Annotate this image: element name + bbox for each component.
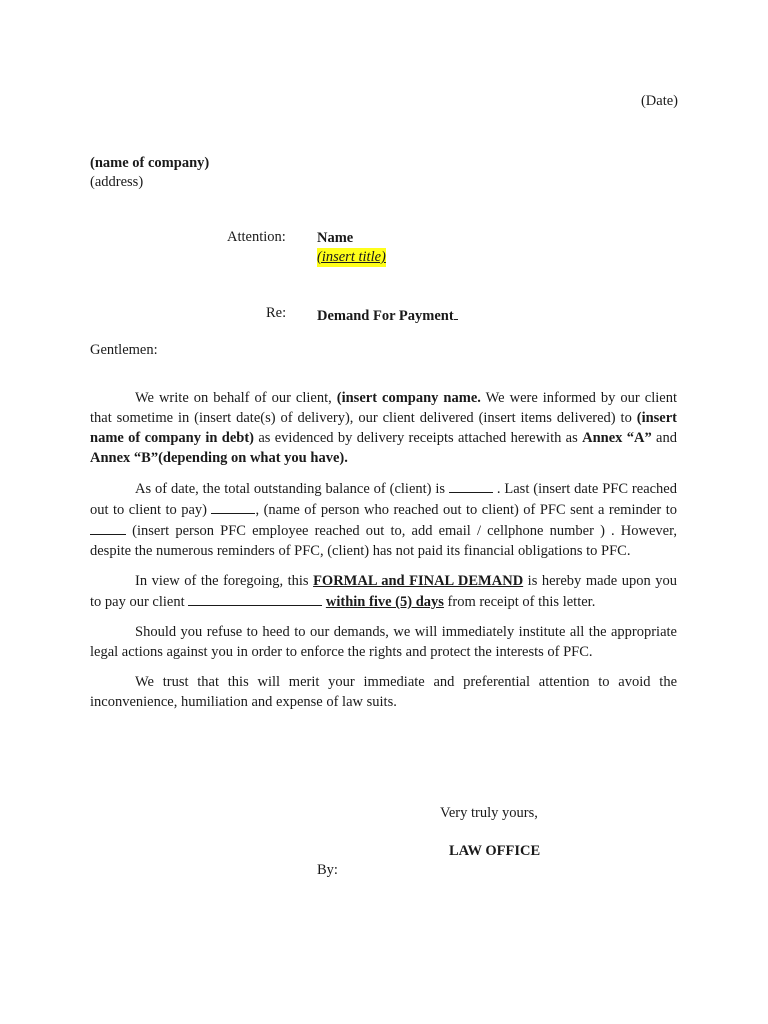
p2-text-4: (insert person PFC employee reached out to, add email / cellphone number ) . However, despite the numerous reminders of PFC, (client) has not paid its financial obligations to PFC. (90, 523, 677, 559)
recipient-address: (address) (90, 174, 144, 190)
recipient-company: (name of company) (90, 155, 210, 171)
recipient-block (90, 154, 209, 192)
p1-text-4: and (651, 430, 677, 446)
attention-label: Attention: (227, 229, 286, 245)
re-subject-blank (454, 305, 458, 320)
balance-blank (449, 478, 493, 493)
signatory: LAW OFFICE (449, 843, 541, 859)
p1-bold-annex-b: Annex “B”(depending on what you have). (90, 450, 348, 466)
attention-block (317, 229, 386, 267)
salutation: Gentlemen: (90, 342, 158, 358)
re-subject (317, 305, 458, 325)
p1-text-3: as evidenced by delivery receipts attached herewith as (253, 430, 583, 446)
letter-body (90, 388, 677, 722)
person-blank (90, 520, 126, 535)
p3-text-4: from receipt of this letter. (443, 594, 596, 610)
p1-text-1: We write on behalf of our client, (135, 390, 337, 406)
paragraph-3 (90, 571, 677, 612)
letter-date: (Date) (640, 93, 678, 109)
date-blank (211, 499, 255, 514)
p1-bold-company: (insert company name. (336, 390, 481, 406)
paragraph-2 (90, 478, 677, 561)
re-subject-text: Demand For Payment (317, 308, 454, 324)
p2-text-2: . Last (insert date PFC reached out to client to pay) (90, 481, 677, 518)
p3-text-1: In view of the foregoing, this (135, 573, 314, 589)
p1-bold-debtor: (insert name of company in debt) (90, 410, 677, 446)
p1-bold-annex-a: Annex “A” (582, 430, 652, 446)
amount-blank (188, 591, 322, 606)
closing: Very truly yours, (440, 805, 538, 821)
attention-title: (insert title) (317, 249, 386, 265)
p3-text-2: is hereby made upon you to pay our client (90, 573, 677, 610)
paragraph-4: Should you refuse to heed to our demands, we will immediately institute all the appropriate legal actions against you in order to enforce the rights and protect the interests of PFC. (90, 624, 677, 660)
p3-formal-demand: FORMAL and FINAL DEMAND (313, 573, 524, 589)
by-label: By: (317, 862, 338, 878)
p1-text-2: We were informed by our client that sometime in (insert date(s) of delivery), our client delivered (insert items delivered) to (90, 390, 677, 426)
p2-text-1: As of date, the total outstanding balance of (client) is (135, 481, 449, 497)
p2-text-3: , (name of person who reached out to client) of PFC sent a reminder to (255, 502, 678, 518)
paragraph-1 (90, 388, 677, 468)
p3-deadline: within five (5) days (325, 594, 444, 610)
paragraph-5: We trust that this will merit your immediate and preferential attention to avoid the inconvenience, humiliation and expense of law suits. (90, 674, 677, 710)
re-label: Re: (266, 305, 287, 321)
attention-name: Name (317, 230, 354, 246)
